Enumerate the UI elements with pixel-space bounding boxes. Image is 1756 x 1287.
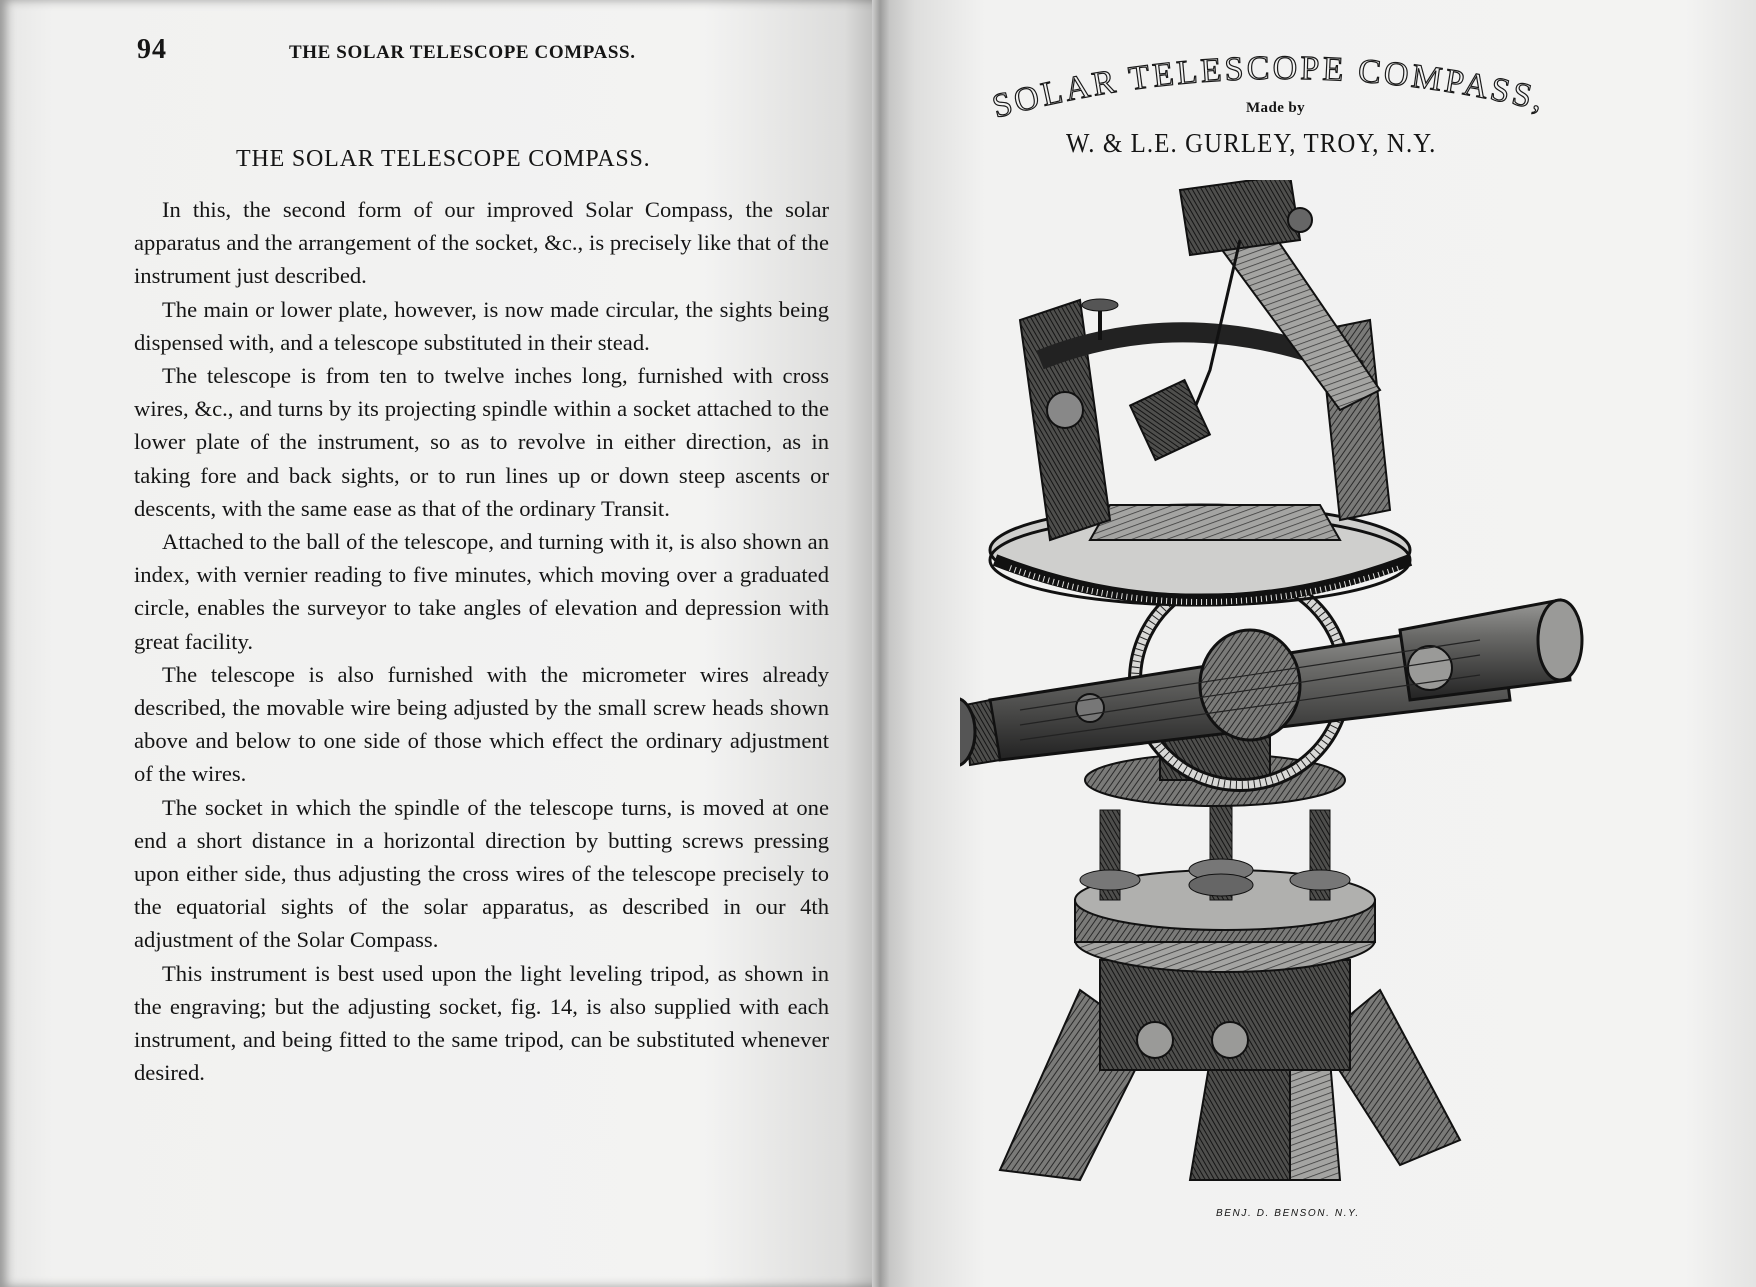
page-number: 94 <box>137 34 167 65</box>
made-by-label: Made by <box>1246 100 1306 116</box>
running-head-title: THE SOLAR TELESCOPE COMPASS. <box>289 42 636 63</box>
plate-title-text: SOLAR TELESCOPE COMPASS, <box>988 49 1550 126</box>
paragraph-6: The socket in which the spindle of the telescope turns, is moved at one end a short distance in a horizontal direction by butting screws pressing upon either side, thus adjusting the cross wires of the telescope precisely to the equatorial sights of the solar apparatus, as described in our 4th adjustment of the Solar Compass. <box>134 794 829 953</box>
body-text <box>134 193 829 1089</box>
section-title: THE SOLAR TELESCOPE COMPASS. <box>236 146 651 172</box>
leveling-screws <box>1080 800 1350 900</box>
paragraph-1: In this, the second form of our improved Solar Compass, the solar apparatus and the arrangement of the socket, &c., is precisely like that of the instrument just described. <box>134 197 829 289</box>
solar-apparatus <box>1020 180 1390 540</box>
running-head <box>137 34 737 70</box>
paragraph-7: This instrument is best used upon the light leveling tripod, as shown in the engraving; but the adjusting socket, fig. 14, is also supplied with each instrument, and being fitted to the same tripod, can be substituted whenever desired. <box>134 960 829 1086</box>
paragraph-4: Attached to the ball of the telescope, and turning with it, is also shown an index, with vernier reading to five minutes, which moving over a graduated circle, enables the surveyor to take angles of elevation and depression with great facility. <box>134 529 829 654</box>
maker-name: W. & L.E. GURLEY, TROY, N.Y. <box>1066 128 1437 158</box>
paragraph-5: The telescope is also furnished with the micrometer wires already described, the movable wire being adjusted by the small screw heads shown above and below to one side of those which effect the ordinary adjustment of the wires. <box>134 661 829 787</box>
instrument-engraving <box>960 180 1640 1200</box>
engraver-credit: BENJ. D. BENSON. N.Y. <box>1216 1208 1360 1219</box>
tripod <box>1000 870 1460 1180</box>
paragraph-2: The main or lower plate, however, is now made circular, the sights being dispensed with, and a telescope substituted in their stead. <box>134 296 829 355</box>
paragraph-3: The telescope is from ten to twelve inches long, furnished with cross wires, &c., and turns by its projecting spindle within a socket attached to the lower plate of the instrument, so as to revolve in either direction, as in taking fore and back sights, or to run lines up or down steep ascents or descents, with the same ease as that of the ordinary Transit. <box>134 363 829 521</box>
book-gutter <box>872 0 890 1287</box>
